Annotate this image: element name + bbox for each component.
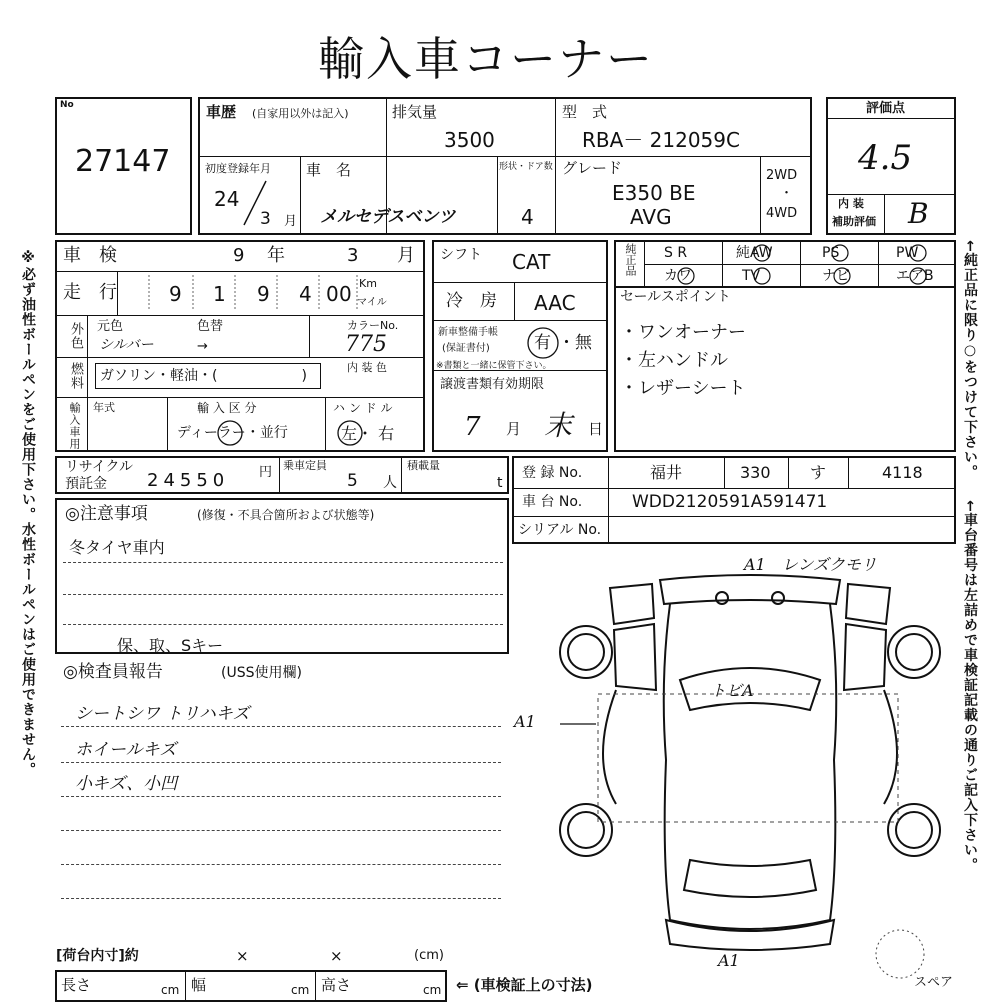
import-side-label: 輸入車用 [68, 402, 81, 450]
equipment-box [614, 240, 956, 288]
registration-label: 登 録 No. [522, 465, 583, 481]
import-year-label: 年式 [93, 401, 115, 414]
grade-label: グレード [562, 159, 623, 177]
dimension-length-label: 長さ [61, 976, 92, 994]
registration-number: 4118 [882, 463, 923, 482]
inspection-month: 3 [347, 245, 359, 266]
mileage-km: Km [359, 277, 377, 290]
diagram-left-label: A1 [514, 712, 536, 731]
mileage-grid [117, 271, 427, 315]
transfer-month: 7 [464, 412, 481, 442]
maint-book-yes: 有 [534, 333, 551, 353]
color-code: 775 [345, 332, 387, 357]
notes-subtitle: (修復・不具合箇所および状態等) [197, 508, 375, 522]
score-label: 評価点 [866, 101, 906, 116]
cargo-x1: × [236, 947, 249, 965]
ac-value: AAC [534, 291, 576, 315]
drive-2wd: 2WD [766, 168, 798, 183]
inspector-title: ◎検査員報告 [63, 662, 163, 682]
dimensions-box [55, 970, 447, 1002]
first-reg-year: 24 [214, 187, 240, 211]
transfer-month-unit: 月 [506, 420, 522, 438]
sales-points-box [614, 288, 956, 452]
equipment-item: 純AW [736, 245, 773, 261]
mileage-mile: マイル [357, 297, 387, 308]
diagram-roof-label: トビA [710, 681, 754, 700]
dimension-width-label: 幅 [191, 976, 207, 994]
right-side-note-top: ←純正品に限り○をつけて下さい。 [962, 240, 978, 480]
import-handle-label: ハ ン ド ル [333, 401, 393, 415]
chassis-value: WDD2120591A591471 [632, 492, 828, 512]
fuel-field [95, 363, 321, 389]
inspector-line: シートシワ トリハキズ [75, 704, 250, 724]
capacity-unit: 人 [383, 475, 397, 491]
interior-label-1: 内 装 [838, 197, 864, 210]
load-label: 積載量 [407, 459, 440, 472]
model-value: RBA－ 212059C [582, 128, 740, 152]
equipment-item: カワ [664, 268, 692, 284]
registration-box [512, 456, 956, 544]
sales-points-label: セールスポイント [620, 289, 731, 305]
dimensions-note: ⇐ (車検証上の寸法) [456, 976, 593, 994]
notes-title: ◎注意事項 [65, 504, 148, 524]
sales-point-item: ・左ハンドル [620, 350, 728, 371]
score-value: 4.5 [858, 138, 913, 178]
maint-book-note: ※書類と一緒に保管下さい。 [436, 361, 552, 371]
interior-color-label: 内 装 色 [347, 361, 387, 374]
fuel-side-label: 燃料 [68, 362, 83, 390]
diagram-rear-label: A1 [718, 951, 740, 970]
mileage-digit: 9 [257, 282, 270, 306]
color-code-label: カラーNo. [347, 319, 399, 332]
mileage-digit: 4 [299, 282, 312, 306]
capacity-label: 乗車定員 [283, 459, 327, 472]
registration-place: 福井 [650, 463, 683, 482]
sales-point-item: ・レザーシート [620, 378, 746, 399]
inspector-subtitle: (USS使用欄) [221, 665, 302, 681]
fuel-value: ガソリン・軽油・( ) [100, 368, 307, 384]
cargo-unit: (cm) [414, 948, 444, 963]
maint-book-no: ・無 [558, 333, 592, 353]
lot-number-label: No [60, 100, 74, 110]
import-handle-circle [335, 418, 365, 448]
recycle-box [55, 456, 509, 494]
import-class-value: ディーラー・並行 [177, 425, 288, 441]
transfer-label: 譲渡書類有効期限 [440, 377, 545, 392]
lot-number-box [55, 97, 192, 235]
dimension-height-label: 高さ [321, 976, 352, 994]
inspection-year-unit: 年 [267, 245, 285, 266]
notes-line: 保、取、Sキー [117, 636, 224, 655]
equipment-item: S R [664, 245, 688, 261]
score-box [826, 97, 956, 235]
inspector-line: ホイールキズ [75, 740, 177, 760]
maint-book-circle [524, 324, 562, 362]
import-class-label: 輸 入 区 分 [197, 401, 257, 415]
vehicle-info-box [198, 97, 812, 235]
history-label: 車歴 [206, 103, 237, 121]
sales-point-item: ・ワンオーナー [620, 322, 746, 343]
recycle-unit: 円 [259, 465, 273, 480]
shift-value: CAT [512, 250, 551, 274]
maint-book-label-1: 新車整備手帳 [438, 327, 498, 338]
history-note: (自家用以外は記入) [252, 107, 349, 120]
car-diagram [540, 555, 960, 970]
shift-label: シフト [440, 247, 482, 263]
spare-circle [872, 926, 928, 982]
maint-book-label-2: (保証書付) [442, 343, 490, 354]
capacity-value: 5 [347, 471, 358, 491]
dimension-cm: cm [423, 983, 442, 997]
mileage-digit: 1 [213, 282, 226, 306]
notes-box [55, 498, 509, 654]
inspection-month-unit: 月 [397, 245, 415, 266]
left-side-note: ※必ず油性ボールペンをご使用下さい。水性ボールペンはご使用できません。 [20, 250, 36, 777]
inspector-line: 小キズ、小凹 [75, 774, 178, 794]
doors-label: 形状・ドア数 [499, 162, 553, 172]
inspector-section [55, 658, 509, 948]
cargo-label: [荷台内寸]約 [56, 948, 139, 964]
equipment-side-label: 純正品 [624, 243, 637, 276]
dimension-cm: cm [161, 983, 180, 997]
recycle-label-1: リサイクル [65, 459, 134, 475]
grade-line1: E350 BE [612, 181, 696, 205]
equipment-item: PS [822, 245, 840, 261]
ac-label: 冷 房 [446, 291, 497, 311]
recycle-label-2: 預託金 [65, 476, 107, 492]
equipment-item: TV [742, 268, 761, 284]
right-side-note-bottom: ←車台番号は左詰めで車検証記載の通りご記入下さい。 [962, 500, 978, 873]
equipment-item: エアB [896, 268, 934, 284]
import-class-circle [215, 418, 245, 448]
serial-label: シリアル No. [518, 522, 602, 538]
specs-box [55, 240, 425, 452]
cargo-x2: × [330, 947, 343, 965]
equipment-item: ナビ [822, 268, 850, 284]
mileage-last-digit: 0 [326, 282, 339, 306]
drive-4wd: 4WD [766, 206, 798, 221]
chassis-label: 車 台 No. [522, 494, 583, 510]
lot-number: 27147 [75, 144, 171, 179]
car-name-label: 車 名 [306, 161, 352, 179]
equipment-item: PW [896, 245, 919, 261]
displacement-label: 排気量 [392, 103, 438, 121]
color-orig-label: 元色 [97, 319, 124, 334]
color-side-label: 外色 [68, 322, 83, 350]
interior-score: B [908, 197, 929, 230]
notes-line: 冬タイヤ車内 [69, 538, 165, 557]
displacement-value: 3500 [444, 128, 495, 152]
transfer-day: 末 [544, 409, 573, 442]
car-name-value: メルセデスベンツ [320, 207, 456, 227]
import-handle-value: 左・ 右 [341, 424, 395, 443]
page-title: 輸入車コーナー [318, 32, 654, 86]
registration-class: 330 [740, 463, 771, 482]
color-arrow: → [197, 339, 208, 354]
color-orig: シルバー [99, 337, 154, 353]
recycle-value: 24550 [147, 470, 230, 491]
inspection-year: 9 [233, 245, 245, 266]
transfer-day-unit: 日 [588, 420, 604, 438]
model-label: 型 式 [562, 103, 608, 121]
first-reg-label: 初度登録年月 [205, 162, 271, 175]
drive-dot: ・ [780, 186, 794, 201]
dimension-cm: cm [291, 983, 310, 997]
color-changed-label: 色替 [197, 319, 224, 334]
shift-box [432, 240, 608, 452]
grade-line2: AVG [630, 205, 672, 229]
first-reg-month: 3 [260, 209, 271, 229]
first-reg-month-unit: 月 [284, 214, 298, 229]
interior-label-2: 補助評価 [832, 215, 876, 228]
load-unit: t [497, 475, 503, 491]
mileage-digit: 0 [339, 282, 352, 306]
diagram-front-label: A1 レンズクモリ [744, 555, 877, 574]
mileage-label: 走 行 [63, 282, 117, 303]
inspection-label: 車 検 [63, 245, 117, 266]
equipment-circles [616, 242, 958, 290]
spare-label: スペア [914, 975, 954, 990]
mileage-digit: 9 [169, 282, 182, 306]
registration-kana: す [810, 463, 827, 482]
doors-value: 4 [521, 205, 534, 229]
